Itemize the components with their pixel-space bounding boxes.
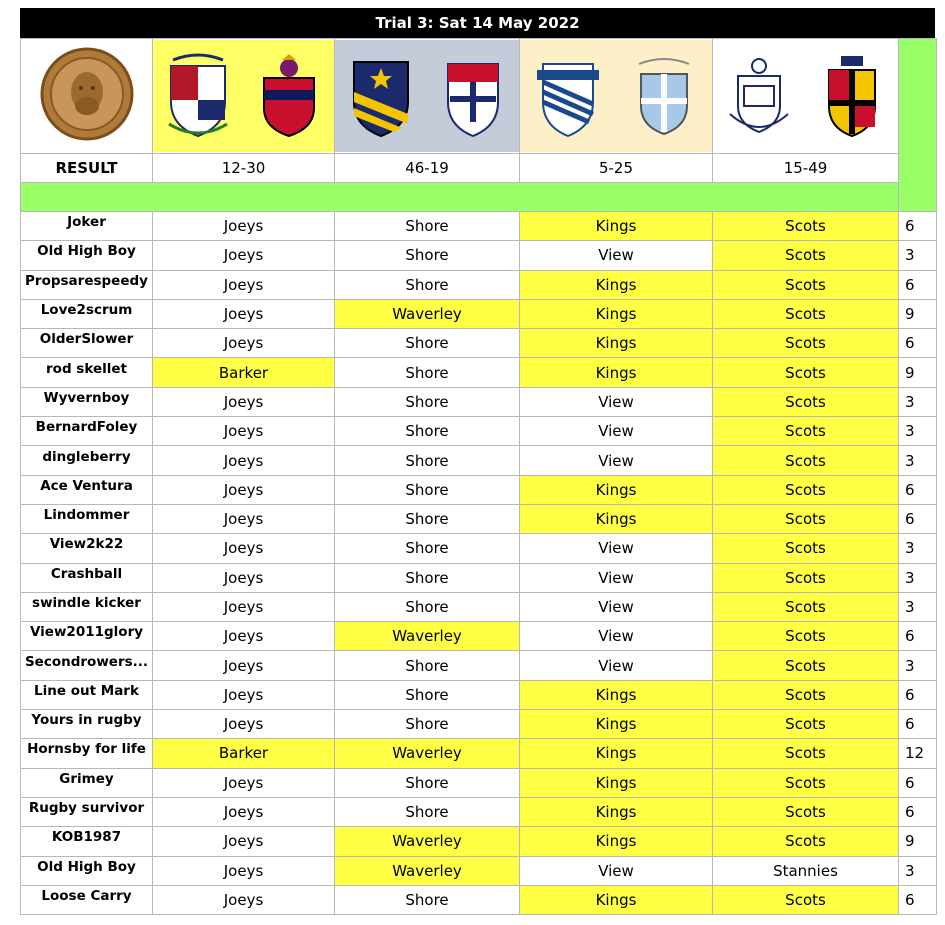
- pick-match2: Shore: [335, 387, 520, 416]
- tipster-name: Rugby survivor: [28, 800, 145, 817]
- pick-match3: View: [520, 417, 713, 446]
- pick-match4: Scots: [713, 592, 899, 621]
- match2-logos: [335, 39, 520, 154]
- pick-match1: Joeys: [153, 768, 335, 797]
- tipster-name-cell: [21, 241, 153, 270]
- pick-match1: Joeys: [153, 563, 335, 592]
- result-match3: 5-25: [520, 154, 713, 183]
- tipster-name-cell: [21, 739, 153, 768]
- score-cell: 6: [899, 212, 937, 241]
- pick-match2: Shore: [335, 563, 520, 592]
- pick-match4: Scots: [713, 797, 899, 826]
- tipster-name: swindle kicker: [32, 595, 141, 611]
- pick-match3: View: [520, 534, 713, 563]
- scots-crest: [817, 52, 887, 140]
- tipster-name: Loose Carry: [41, 887, 132, 904]
- pick-match3: Kings: [520, 504, 713, 533]
- table-row: [21, 710, 937, 739]
- table-row: [21, 387, 937, 416]
- pick-match2: Shore: [335, 710, 520, 739]
- pick-match2: Waverley: [335, 856, 520, 885]
- tipster-name: Grimey: [59, 770, 114, 787]
- pick-match1: Joeys: [153, 417, 335, 446]
- score-cell: 9: [899, 827, 937, 856]
- pick-match1: Joeys: [153, 680, 335, 709]
- pick-match2: Shore: [335, 885, 520, 914]
- table-row: [21, 739, 937, 768]
- tipster-name-cell: [21, 885, 153, 914]
- tipster-name: Yours in rugby: [31, 712, 142, 729]
- pick-match1: Joeys: [153, 827, 335, 856]
- pick-match3: View: [520, 651, 713, 680]
- tipster-name-cell: [21, 329, 153, 358]
- pick-match3: Kings: [520, 739, 713, 768]
- table-row: [21, 212, 937, 241]
- pick-match1: Joeys: [153, 504, 335, 533]
- table-row: [21, 768, 937, 797]
- pick-match3: Kings: [520, 329, 713, 358]
- pick-match2: Shore: [335, 475, 520, 504]
- tipster-name-cell: [21, 270, 153, 299]
- pick-match1: Joeys: [153, 212, 335, 241]
- pick-match3: View: [520, 856, 713, 885]
- table-row: [21, 592, 937, 621]
- pick-match3: View: [520, 563, 713, 592]
- table-row: [21, 329, 937, 358]
- tipster-name-cell: [21, 446, 153, 475]
- pick-match1: Joeys: [153, 885, 335, 914]
- pick-match4: Scots: [713, 680, 899, 709]
- score-cell: 6: [899, 797, 937, 826]
- pick-match4: Scots: [713, 504, 899, 533]
- pick-match2: Shore: [335, 592, 520, 621]
- score-cell: 3: [899, 563, 937, 592]
- pick-match1: Joeys: [153, 446, 335, 475]
- pick-match1: Joeys: [153, 797, 335, 826]
- pick-match2: Shore: [335, 504, 520, 533]
- pick-match1: Joeys: [153, 856, 335, 885]
- tipster-name-cell: [21, 504, 153, 533]
- pick-match2: Shore: [335, 358, 520, 387]
- tipster-name: Lindommer: [43, 507, 130, 524]
- pick-match3: Kings: [520, 680, 713, 709]
- pick-match2: Waverley: [335, 739, 520, 768]
- pick-match4: Scots: [713, 475, 899, 504]
- pick-match3: Kings: [520, 797, 713, 826]
- tipster-name-cell: [21, 856, 153, 885]
- pick-match1: Barker: [153, 739, 335, 768]
- pick-match2: Shore: [335, 417, 520, 446]
- green-separator-row: [21, 183, 937, 212]
- riverview-crest: [533, 52, 603, 140]
- tipster-name-cell: [21, 768, 153, 797]
- tipster-name: rod skellet: [46, 360, 127, 377]
- score-cell: 3: [899, 387, 937, 416]
- pick-match4: Scots: [713, 329, 899, 358]
- score-cell: 12: [899, 739, 937, 768]
- pick-match4: Stannies: [713, 856, 899, 885]
- tipster-name: Love2scrum: [40, 302, 133, 319]
- tipster-name: Wyvernboy: [43, 389, 130, 406]
- pick-match1: Joeys: [153, 622, 335, 651]
- pick-match4: Scots: [713, 417, 899, 446]
- pick-match2: Waverley: [335, 622, 520, 651]
- pick-match2: Waverley: [335, 299, 520, 328]
- result-match1: 12-30: [153, 154, 335, 183]
- table-row: [21, 680, 937, 709]
- tipster-name: Old High Boy: [37, 243, 136, 260]
- pick-match2: Shore: [335, 651, 520, 680]
- table-row: [21, 534, 937, 563]
- pick-match4: Scots: [713, 241, 899, 270]
- pick-match3: Kings: [520, 299, 713, 328]
- table-row: [21, 299, 937, 328]
- tipster-name: View2011glory: [29, 624, 144, 641]
- pick-match3: Kings: [520, 358, 713, 387]
- score-cell: 3: [899, 241, 937, 270]
- table-row: [21, 856, 937, 885]
- tipster-name-cell: [21, 651, 153, 680]
- result-label: RESULT: [21, 154, 153, 183]
- pick-match2: Shore: [335, 241, 520, 270]
- score-cell: 3: [899, 651, 937, 680]
- score-cell: 6: [899, 504, 937, 533]
- pick-match1: Joeys: [153, 651, 335, 680]
- pick-match4: Scots: [713, 387, 899, 416]
- pick-match2: Shore: [335, 768, 520, 797]
- score-cell: 6: [899, 710, 937, 739]
- tipster-name: Crashball: [50, 565, 123, 582]
- pick-match2: Shore: [335, 797, 520, 826]
- tipster-name: Joker: [67, 214, 106, 231]
- pick-match4: Scots: [713, 446, 899, 475]
- pick-match4: Scots: [713, 622, 899, 651]
- score-cell: 6: [899, 622, 937, 651]
- tipster-name: Old High Boy: [37, 858, 136, 875]
- score-cell: 9: [899, 358, 937, 387]
- pick-match3: View: [520, 241, 713, 270]
- table-row: [21, 563, 937, 592]
- tipster-name-cell: [21, 387, 153, 416]
- pick-match3: View: [520, 446, 713, 475]
- tipster-name-cell: [21, 592, 153, 621]
- result-match4: 15-49: [713, 154, 899, 183]
- match4-logos: [713, 39, 899, 154]
- pick-match4: Scots: [713, 212, 899, 241]
- pick-match4: Scots: [713, 534, 899, 563]
- score-cell: 6: [899, 768, 937, 797]
- pick-match1: Joeys: [153, 534, 335, 563]
- tipster-name-cell: [21, 622, 153, 651]
- score-cell: 6: [899, 475, 937, 504]
- pick-match3: Kings: [520, 827, 713, 856]
- pick-match2: Shore: [335, 270, 520, 299]
- tipster-name-cell: [21, 563, 153, 592]
- table-row: [21, 885, 937, 914]
- medallion-logo: [39, 46, 135, 142]
- tipster-name: Line out Mark: [34, 682, 139, 699]
- tipster-name: dingleberry: [42, 448, 131, 465]
- pick-match4: Scots: [713, 885, 899, 914]
- tipster-name: BernardFoley: [35, 419, 138, 436]
- table-row: [21, 827, 937, 856]
- tipster-name-cell: [21, 212, 153, 241]
- pick-match1: Joeys: [153, 299, 335, 328]
- result-row: [21, 154, 937, 183]
- pick-match1: Joeys: [153, 710, 335, 739]
- table-row: [21, 797, 937, 826]
- table-row: [21, 241, 937, 270]
- tipster-name: Secondrowers...: [24, 653, 149, 670]
- pick-match4: Scots: [713, 358, 899, 387]
- tipster-name: Ace Ventura: [40, 477, 133, 494]
- st-josephs-crest: [163, 52, 233, 140]
- sheet-title: Trial 3: Sat 14 May 2022: [20, 8, 935, 38]
- pick-match3: Kings: [520, 768, 713, 797]
- tipster-name-cell: [21, 710, 153, 739]
- kings-crest: [629, 52, 699, 140]
- pick-match3: View: [520, 387, 713, 416]
- pick-match3: Kings: [520, 270, 713, 299]
- tipster-name-cell: [21, 358, 153, 387]
- waverley-crest: [346, 52, 416, 140]
- pick-match4: Scots: [713, 827, 899, 856]
- score-cell: 6: [899, 270, 937, 299]
- pick-match4: Scots: [713, 299, 899, 328]
- pick-match2: Shore: [335, 329, 520, 358]
- pick-match1: Joeys: [153, 387, 335, 416]
- score-cell: 6: [899, 885, 937, 914]
- tipster-name: KOB1987: [51, 829, 122, 846]
- pick-match4: Scots: [713, 739, 899, 768]
- pick-match2: Shore: [335, 534, 520, 563]
- score-cell: 6: [899, 680, 937, 709]
- score-cell: 6: [899, 329, 937, 358]
- score-cell: 3: [899, 856, 937, 885]
- pick-match2: Shore: [335, 446, 520, 475]
- tipster-name-cell: [21, 827, 153, 856]
- tipster-name-cell: [21, 299, 153, 328]
- pick-match3: Kings: [520, 885, 713, 914]
- tipping-table: [20, 38, 937, 915]
- table-row: [21, 270, 937, 299]
- match1-logos: [153, 39, 335, 154]
- pick-match1: Joeys: [153, 241, 335, 270]
- pick-match3: Kings: [520, 710, 713, 739]
- tipster-name-cell: [21, 797, 153, 826]
- pick-match4: Scots: [713, 710, 899, 739]
- pick-match3: Kings: [520, 212, 713, 241]
- barker-crest: [254, 52, 324, 140]
- tipster-name: OlderSlower: [39, 331, 134, 348]
- logo-row: [21, 39, 937, 154]
- pick-match4: Scots: [713, 270, 899, 299]
- pick-match1: Joeys: [153, 270, 335, 299]
- result-match2: 46-19: [335, 154, 520, 183]
- pick-match1: Barker: [153, 358, 335, 387]
- pick-match3: View: [520, 622, 713, 651]
- table-row: [21, 417, 937, 446]
- pick-match2: Waverley: [335, 827, 520, 856]
- tipster-name: View2k22: [49, 536, 124, 553]
- table-row: [21, 446, 937, 475]
- st-stanislaus-crest: [724, 52, 794, 140]
- pick-match1: Joeys: [153, 592, 335, 621]
- pick-match4: Scots: [713, 768, 899, 797]
- pick-match4: Scots: [713, 563, 899, 592]
- pick-match1: Joeys: [153, 475, 335, 504]
- table-row: [21, 651, 937, 680]
- table-row: [21, 358, 937, 387]
- score-cell: 3: [899, 592, 937, 621]
- score-cell: 9: [899, 299, 937, 328]
- pick-match3: View: [520, 592, 713, 621]
- tipster-name-cell: [21, 680, 153, 709]
- pick-match4: Scots: [713, 651, 899, 680]
- tipster-name: Propsarespeedy: [25, 272, 148, 289]
- table-row: [21, 504, 937, 533]
- score-cell: 3: [899, 417, 937, 446]
- match3-logos: [520, 39, 713, 154]
- pick-match2: Shore: [335, 212, 520, 241]
- score-header-cell: [899, 39, 937, 212]
- tipster-name: Hornsby for life: [27, 741, 146, 758]
- shore-crest: [438, 52, 508, 140]
- tipster-name-cell: [21, 417, 153, 446]
- green-separator: [21, 183, 899, 212]
- score-cell: 3: [899, 446, 937, 475]
- pick-match2: Shore: [335, 680, 520, 709]
- pick-match3: Kings: [520, 475, 713, 504]
- tipster-name-cell: [21, 475, 153, 504]
- medallion-cell: [21, 39, 153, 154]
- table-row: [21, 622, 937, 651]
- table-row: [21, 475, 937, 504]
- score-cell: 3: [899, 534, 937, 563]
- pick-match1: Joeys: [153, 329, 335, 358]
- tipster-name-cell: [21, 534, 153, 563]
